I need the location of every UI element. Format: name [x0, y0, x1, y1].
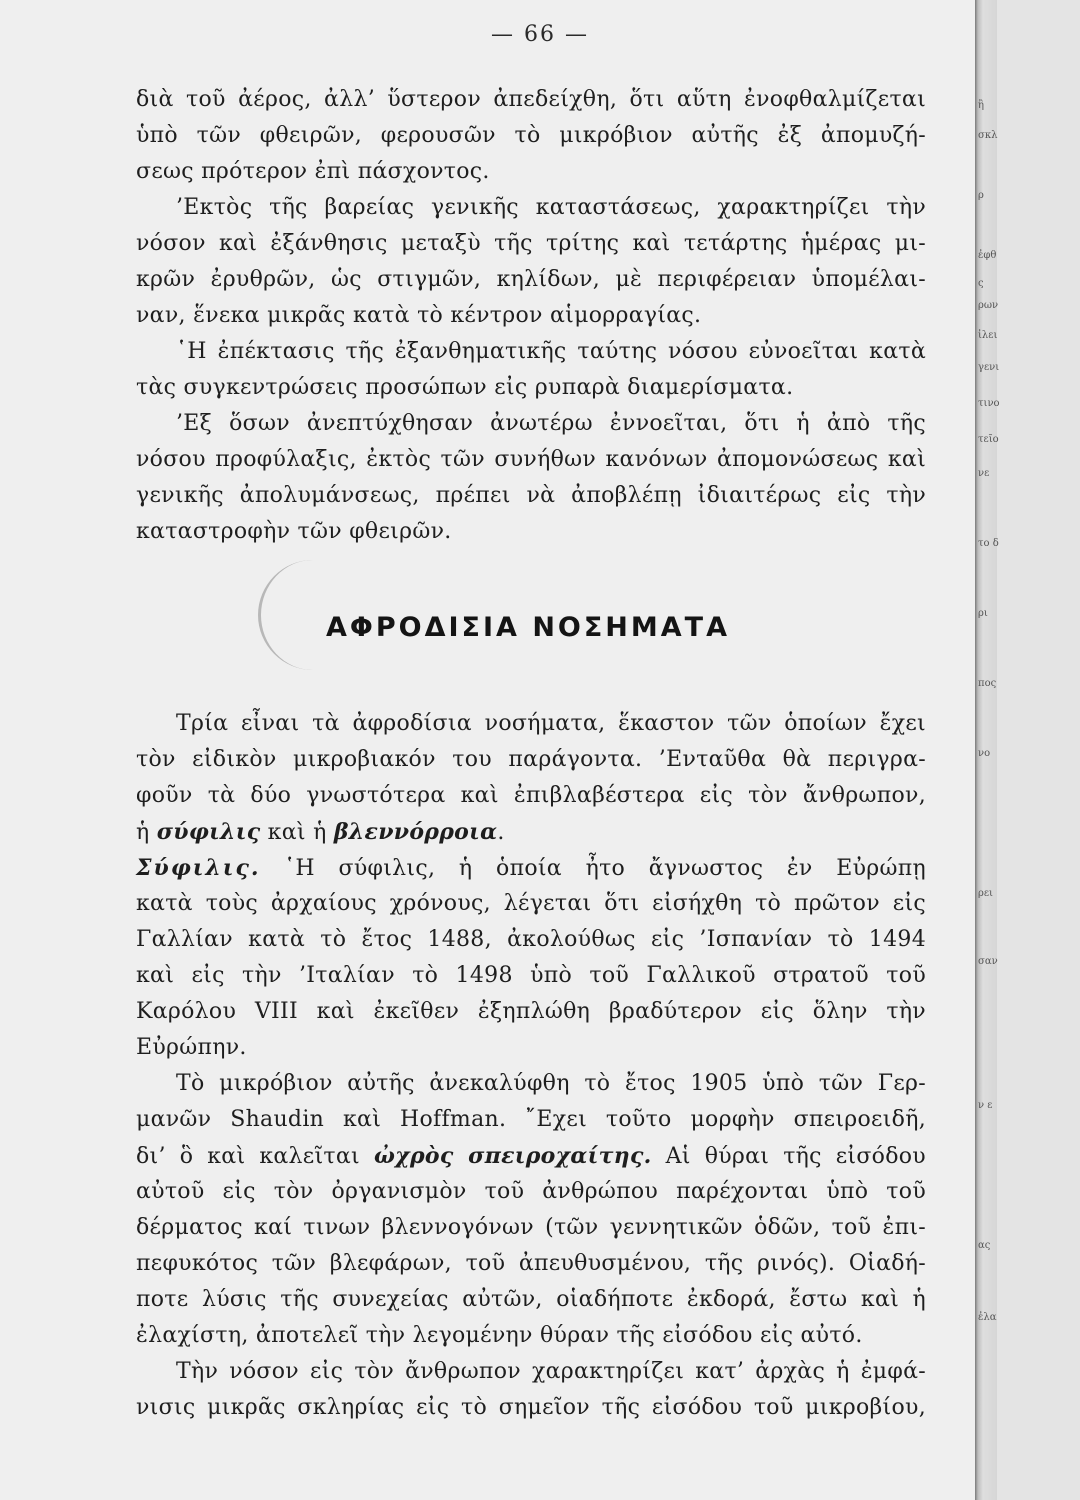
text-line: καταστροφὴν τῶν φθειρῶν.: [136, 519, 452, 544]
text-fragment: Αἱ θύραι τῆς εἰσόδου: [651, 1144, 926, 1169]
edge-fragment: ἐλα: [978, 1312, 997, 1323]
pencil-bracket-mark: [258, 560, 331, 670]
intro-paragraph: [136, 706, 926, 850]
text-line: σεως πρότερον ἐπὶ πάσχοντος.: [136, 159, 490, 184]
term-gonorrhea: βλεννόρροια: [333, 819, 498, 845]
text-line: ’Εξ ὅσων ἀνεπτύχθησαν ἀνωτέρω ἐννοεῖται, ὅτι ἡ ἀπὸ τῆς: [176, 411, 926, 436]
edge-fragment: νε: [978, 468, 990, 479]
edge-fragment: τεῖο: [978, 434, 999, 445]
text-fragment: ῾Η σύφιλις, ἡ ὁποία ἦτο ἄγνωστος ἐν Εὐρώπῃ: [260, 856, 926, 881]
text-fragment: δι’ ὃ καὶ καλεῖται: [136, 1144, 374, 1169]
text-fragment: ἡ: [136, 820, 157, 845]
text-line: Τρία εἶναι τὰ ἀφροδίσια νοσήματα, ἕκαστον τῶν ὁποίων ἔχει: [176, 711, 926, 736]
text-line: γενικῆς ἀπολυμάνσεως, πρέπει νὰ ἀποβλέπῃ ἰδιαιτέρως εἰς τὴν: [136, 483, 926, 508]
edge-fragment: ἢ: [978, 100, 984, 111]
edge-fragment: ν ε: [978, 1100, 993, 1111]
text-line: κατὰ τοὺς ἀρχαίους χρόνους, λέγεται ὅτι εἰσήχθη τὸ πρῶτον εἰς: [136, 891, 926, 916]
top-paragraphs: [136, 82, 926, 550]
text-line: τὸν εἰδικὸν μικροβιακόν του παράγοντα. ’Ενταῦθα θὰ περιγρα-: [136, 747, 926, 772]
text-line: νόσον καὶ ἐξάνθησις μεταξὺ τῆς τρίτης καὶ τετάρτης ἡμέρας μι-: [136, 231, 926, 256]
edge-fragment: νο: [978, 748, 991, 759]
final-paragraph: [136, 1354, 926, 1426]
term-syphilis: σύφιλις: [156, 819, 261, 845]
text-line: Τὴν νόσον εἰς τὸν ἄνθρωπον χαρακτηρίζει κατ’ ἀρχὰς ἡ ἐμφά-: [176, 1359, 926, 1384]
text-line: ναν, ἕνεκα μικρᾶς κατὰ τὸ κέντρον αἱμορραγίας.: [136, 303, 702, 328]
text-line: [136, 850, 926, 886]
text-line: κρῶν ἐρυθρῶν, ὡς στιγμῶν, κηλίδων, μὲ περιφέρειαν ὑπομέλαι-: [136, 267, 926, 292]
edge-fragment: ἰλει: [978, 330, 998, 341]
edge-fragment: ρι: [978, 608, 988, 619]
edge-fragment: ς: [978, 278, 984, 289]
text-line: φοῦν τὰ δύο γνωστότερα καὶ ἐπιβλαβέστερα εἰς τὸν ἄνθρωπον,: [136, 783, 926, 808]
text-line: Καρόλου VIII καὶ ἐκεῖθεν ἐξηπλώθη βραδύτερον εἰς ὅλην τὴν: [136, 999, 926, 1024]
facing-page-fragments: [978, 100, 1000, 1420]
edge-fragment: ρων: [978, 300, 999, 311]
text-line: ὑπὸ τῶν φθειρῶν, φερουσῶν τὸ μικρόβιον αὐτῆς ἐξ ἀπομυζή-: [136, 123, 926, 148]
text-line: ’Εκτὸς τῆς βαρείας γενικῆς καταστάσεως, χαρακτηρίζει τὴν: [176, 195, 926, 220]
syphilis-paragraph: [136, 850, 926, 1066]
page-number: — 66 —: [491, 22, 589, 47]
edge-fragment: σαν: [978, 956, 998, 967]
text-line: Τὸ μικρόβιον αὐτῆς ἀνεκαλύφθη τὸ ἔτος 1905 ὑπὸ τῶν Γερ-: [176, 1071, 926, 1096]
text-line: πεφυκότος τῶν βλεφάρων, τοῦ ἀπευθυσμένου, τῆς ρινός). Οἱαδή-: [136, 1251, 926, 1276]
text-line: μανῶν Shaudin καὶ Hoffman. ῎Εχει τοῦτο μορφὴν σπειροειδῆ,: [136, 1107, 926, 1132]
text-line: [136, 814, 926, 850]
edge-fragment: ρ: [978, 190, 984, 201]
text-line: δέρματος καί τινων βλεννογόνων (τῶν γεννητικῶν ὁδῶν, τοῦ ἐπι-: [136, 1215, 926, 1240]
text-line: νισις μικρᾶς σκληρίας εἰς τὸ σημεῖον τῆς εἰσόδου τοῦ μικροβίου,: [136, 1395, 926, 1420]
text-line: καὶ εἰς τὴν ’Ιταλίαν τὸ 1498 ὑπὸ τοῦ Γαλλικοῦ στρατοῦ τοῦ: [136, 963, 926, 988]
edge-fragment: πος: [978, 678, 997, 689]
text-line: ῾Η ἐπέκτασις τῆς ἐξανθηματικῆς ταύτης νόσου εὐνοεῖται κατὰ: [176, 339, 926, 364]
syphilis-subheading: Σύφιλις.: [136, 855, 261, 881]
edge-fragment: ας: [978, 1240, 991, 1251]
text-line: Εὐρώπην.: [136, 1035, 247, 1060]
text-line: ποτε λύσις τῆς συνεχείας αὐτῶν, οἱαδήποτε ἐκδορά, ἔστω καὶ ἡ: [136, 1287, 926, 1312]
edge-fragment: σκλ: [978, 130, 998, 141]
edge-fragment: ρει: [978, 888, 993, 899]
text-line: ἐλαχίστη, ἀποτελεῖ τὴν λεγομένην θύραν τῆς εἰσόδου εἰς αὐτό.: [136, 1323, 863, 1348]
text-line: [136, 1138, 926, 1174]
text-line: αὐτοῦ εἰς τὸν ὀργανισμὸν τοῦ ἀνθρώπου παρέχονται ὑπὸ τοῦ: [136, 1179, 926, 1204]
text-line: Γαλλίαν κατὰ τὸ ἔτος 1488, ἀκολούθως εἰς ’Ισπανίαν τὸ 1494: [136, 927, 926, 952]
text-line: νόσου προφύλαξις, ἐκτὸς τῶν συνήθων κανόνων ἀπομονώσεως καὶ: [136, 447, 926, 472]
text-line: διὰ τοῦ ἀέρος, ἀλλ’ ὕστερον ἀπεδείχθη, ὅτι αὕτη ἐνοφθαλμίζεται: [136, 87, 926, 112]
edge-fragment: το δ: [978, 538, 999, 549]
text-fragment: καὶ ἡ: [260, 820, 334, 845]
section-heading: ΑΦΡΟΔΙΣΙΑ ΝΟΣΗΜΑΤΑ: [326, 612, 730, 643]
microbe-paragraph: [136, 1066, 926, 1354]
edge-fragment: τινο: [978, 398, 1000, 409]
term-treponema: ὠχρὸς σπειροχαίτης.: [373, 1143, 652, 1169]
edge-fragment: γενι: [978, 362, 1000, 373]
text-fragment: .: [497, 820, 505, 845]
edge-fragment: ἐφθ: [978, 250, 997, 261]
text-line: τὰς συγκεντρώσεις προσώπων εἰς ρυπαρὰ διαμερίσματα.: [136, 375, 794, 400]
